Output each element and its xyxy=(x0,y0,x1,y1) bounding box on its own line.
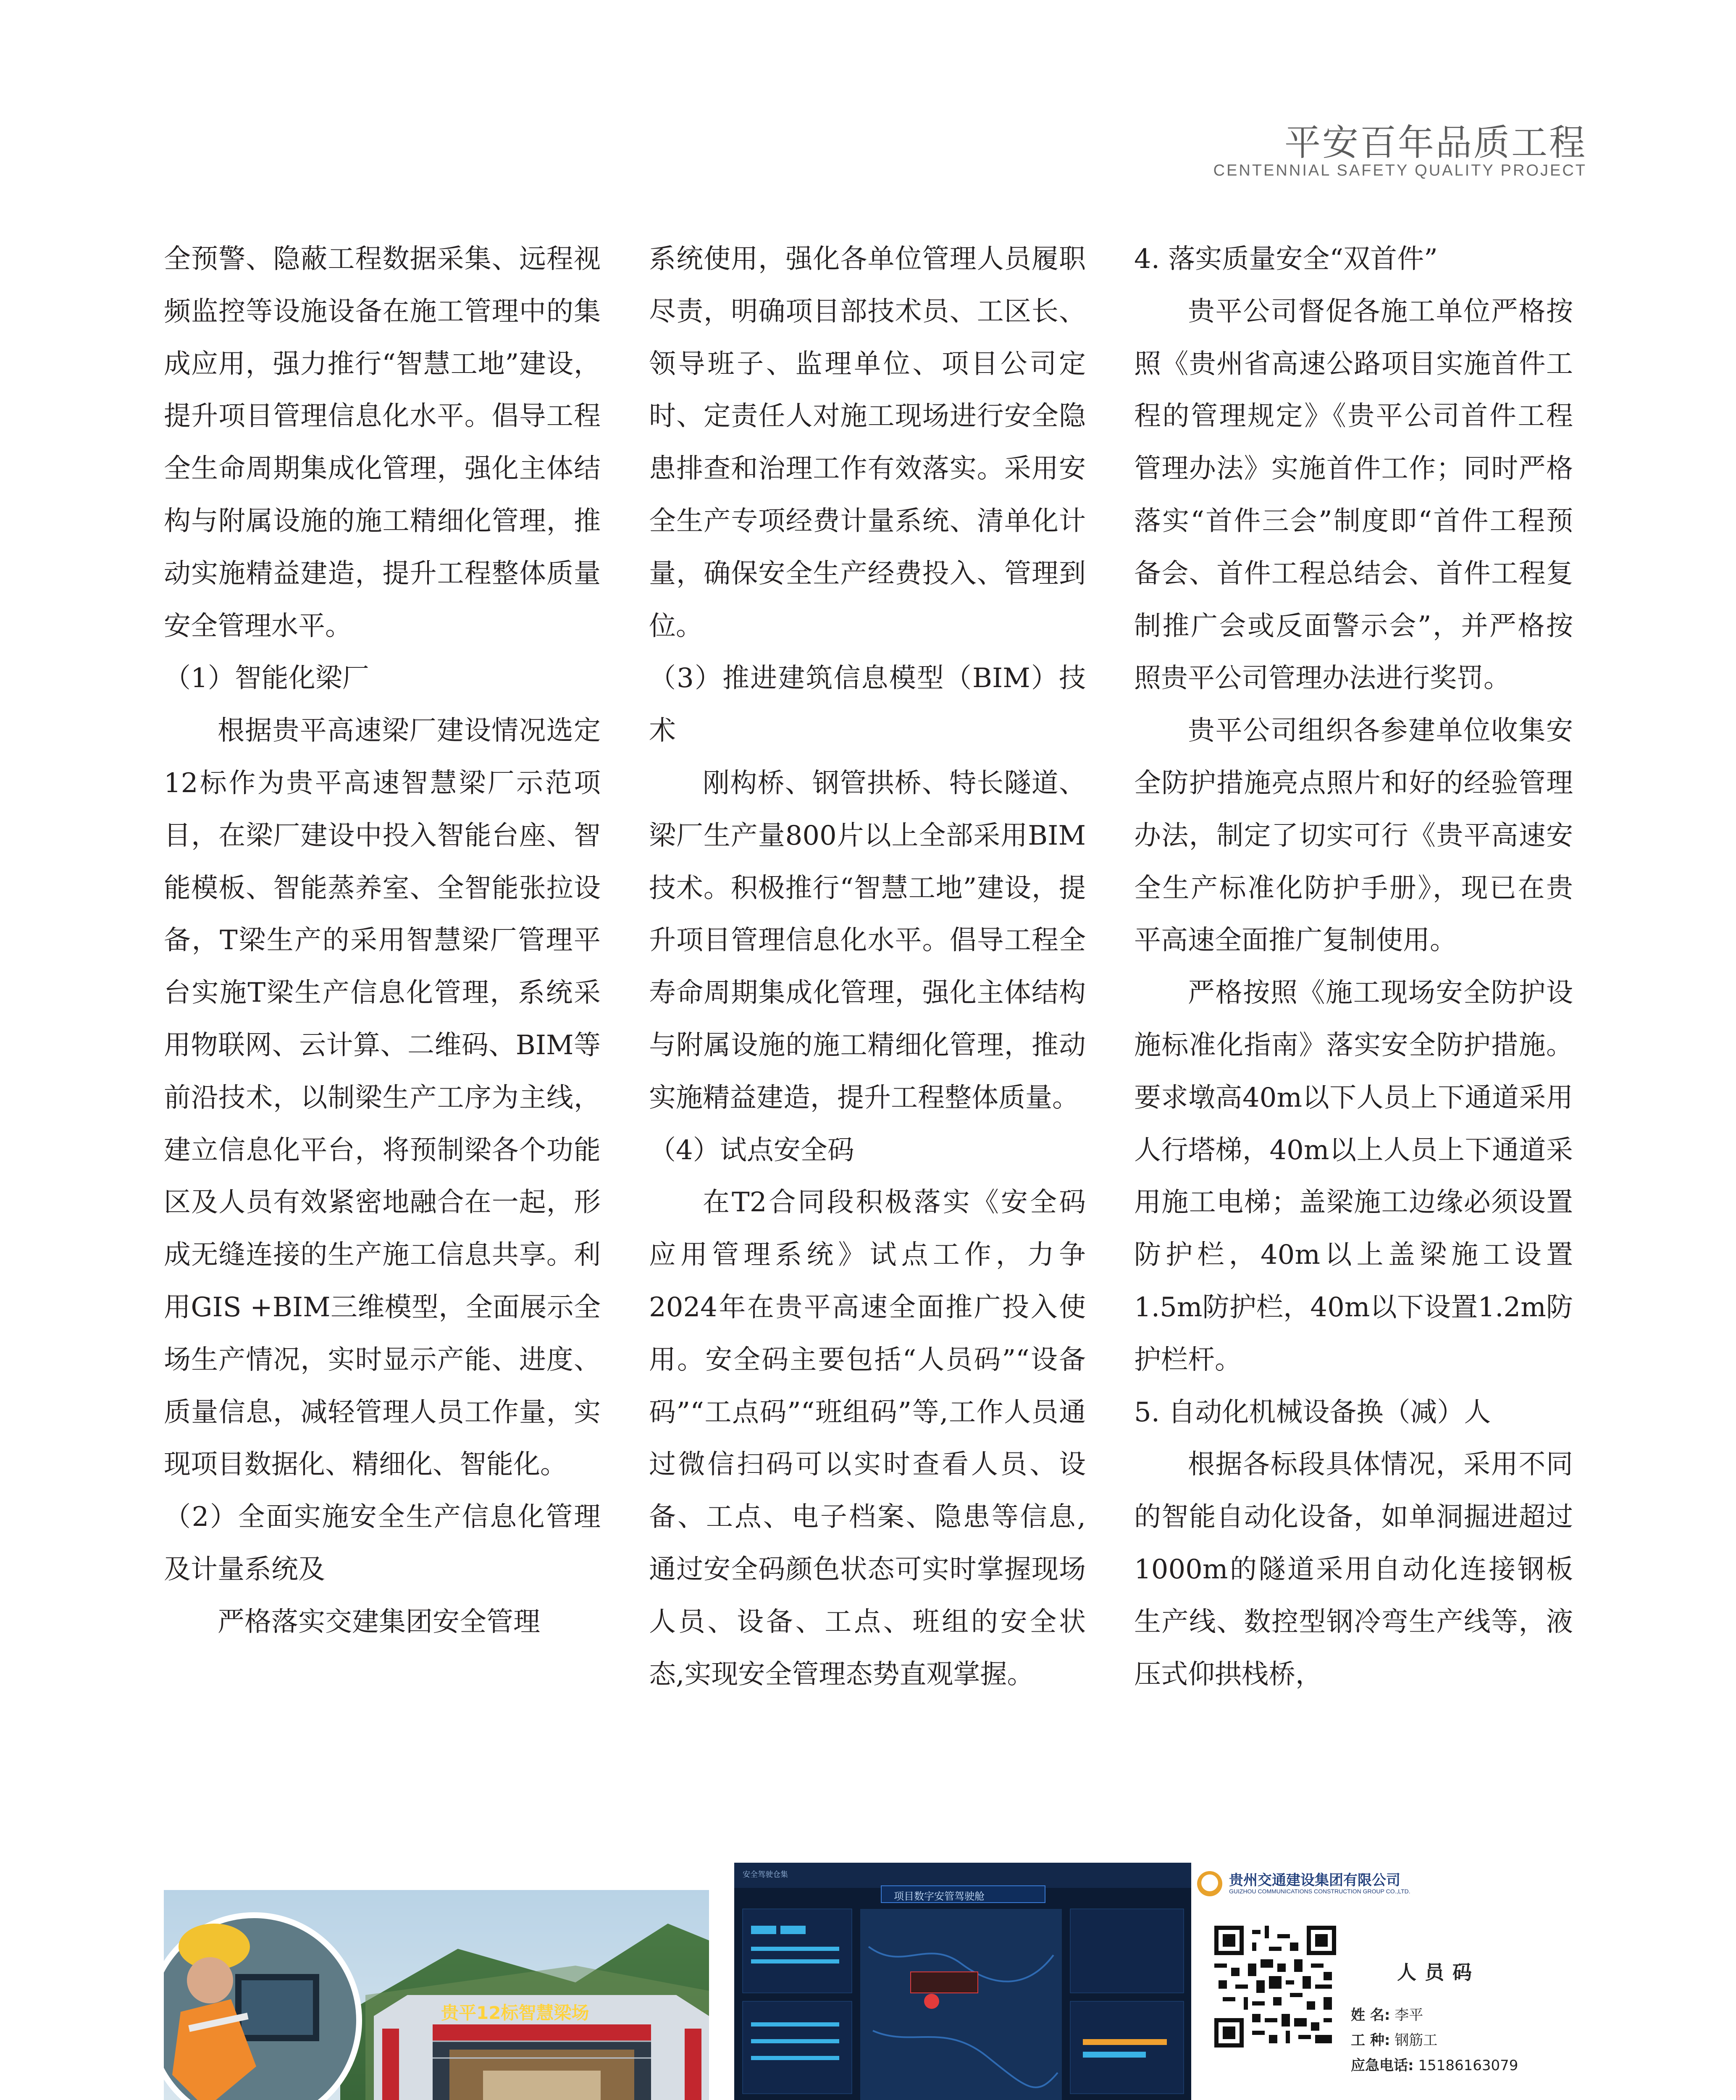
paragraph: 系统使用，强化各单位管理人员履职尽责，明确项目部技术员、工区长、领导班子、监理单位、项目公司定时、定责任人对施工现场进行安全隐患排查和治理工作有效落实。采用安全生产专项经费计量系统、清单化计量，确保安全生产经费投入、管理到位。 xyxy=(649,244,1086,642)
smart-beam-factory-photo xyxy=(164,1890,709,2100)
paragraph: 5. 自动化机械设备换（减）人 xyxy=(1134,1396,1491,1428)
paragraph: 根据各标段具体情况，采用不同的智能自动化设备，如单洞掘进超过1000m的隧道采用自动化连接钢板生产线、数控型钢冷弯生产线等，液压式仰拱栈桥， xyxy=(1134,1449,1573,1690)
card-name-row xyxy=(1351,2003,1423,2024)
paragraph: 刚构桥、钢管拱桥、特长隧道、梁厂生产量800片以上全部采用BIM技术。积极推行“智慧工地”建设，提升项目管理信息化水平。倡导工程全寿命周期集成化管理，强化主体结构与附属设施的施工精细化管理，推动实施精益建造，提升工程整体质量。 xyxy=(649,767,1086,1113)
paragraph: （1）智能化梁厂 xyxy=(164,663,369,694)
card-name-value: 李平 xyxy=(1395,2007,1423,2024)
card-header xyxy=(1191,1863,1572,1909)
personnel-code-card xyxy=(1191,1863,1572,2100)
paragraph: （2）全面实施安全生产信息化管理及计量系统及 xyxy=(164,1502,601,1585)
paragraph: 4. 落实质量安全“双首件” xyxy=(1134,244,1438,275)
running-header-subtitle: CENTENNIAL SAFETY QUALITY PROJECT xyxy=(1213,162,1587,179)
safety-code-photo xyxy=(734,1863,1572,2100)
paragraph: 严格落实交建集团安全管理 xyxy=(218,1606,540,1638)
paragraph: （4）试点安全码 xyxy=(649,1134,854,1166)
card-title: 人员码 xyxy=(1397,1961,1480,1984)
beam-factory-illustration xyxy=(164,1890,709,2100)
card-phone-value: 15186163079 xyxy=(1418,2057,1518,2074)
text-column-3 xyxy=(1134,233,1573,1701)
card-company-name-en: GUIZHOU COMMUNICATIONS CONSTRUCTION GROUP CO.,LTD. xyxy=(1229,1888,1410,1895)
card-job-label: 工 种: xyxy=(1351,2032,1390,2049)
text-column-2 xyxy=(649,233,1086,1701)
paragraph: 贵平公司督促各施工单位严格按照《贵州省高速公路项目实施首件工程的管理规定》《贵平公司首件工程管理办法》实施首件工作；同时严格落实“首件三会”制度即“首件工程预备会、首件工程总结会、首件工程复制推广会或反面警示会”，并严格按照贵平公司管理办法进行奖罚。 xyxy=(1134,296,1573,694)
card-company-name: 贵州交通建设集团有限公司 xyxy=(1229,1872,1400,1889)
card-job-row xyxy=(1351,2029,1437,2049)
card-phone-label: 应急电话: xyxy=(1351,2057,1414,2074)
text-column-1 xyxy=(164,233,601,1648)
qr-code-icon xyxy=(1214,1926,1336,2048)
paragraph: （3）推进建筑信息模型（BIM）技术 xyxy=(649,663,1086,747)
company-logo-inner xyxy=(1201,1874,1218,1891)
paragraph: 贵平公司组织各参建单位收集安全防护措施亮点照片和好的经验管理办法，制定了切实可行《贵平高速安全生产标准化防护手册》，现已在贵平高速全面推广复制使用。 xyxy=(1134,715,1573,956)
paragraph: 根据贵平高速梁厂建设情况选定12标作为贵平高速智慧梁厂示范项目，在梁厂建设中投入智能台座、智能模板、智能蒸养室、全智能张拉设备，T梁生产的采用智慧梁厂管理平台实施T梁生产信息化管理，系统采用物联网、云计算、二维码、BIM等前沿技术，以制梁生产工序为主线，建立信息化平台，将预制梁各个功能区及人员有效紧密地融合在一起，形成无缝连接的生产施工信息共享。利用GIS +BIM三维模型，全面展示全场生产情况，实时显示产能、进度、质量信息，减轻管理人员工作量，实现项目数据化、精细化、智能化。 xyxy=(164,715,601,1480)
beam-factory-banner: 贵平12标智慧梁场 xyxy=(441,2003,589,2023)
dashboard-title: 项目数字安管驾驶舱 xyxy=(894,1890,985,1902)
paragraph: 在T2合同段积极落实《安全码应用管理系统》试点工作，力争2024年在贵平高速全面推广投入使用。安全码主要包括“人员码”“设备码”“工点码”“班组码”等,工作人员通过微信扫码可以实时查看人员、设备、工点、电子档案、隐患等信息,通过安全码颜色状态可实时掌握现场人员、设备、工点、班组的安全状态,实现安全管理态势直观掌握。 xyxy=(649,1187,1086,1690)
card-job-value: 钢筋工 xyxy=(1395,2032,1438,2049)
card-phone-row xyxy=(1351,2054,1518,2074)
paragraph: 全预警、隐蔽工程数据采集、远程视频监控等设施设备在施工管理中的集成应用，强力推行“智慧工地”建设，提升项目管理信息化水平。倡导工程全生命周期集成化管理，强化主体结构与附属设施的施工精细化管理，推动实施精益建造，提升工程整体质量安全管理水平。 xyxy=(164,244,601,642)
card-name-label: 姓 名: xyxy=(1351,2007,1390,2024)
paragraph: 严格按照《施工现场安全防护设施标准化指南》落实安全防护措施。要求墩高40m以下人员上下通道采用人行塔梯，40m以上人员上下通道采用施工电梯；盖梁施工边缘必须设置防护栏，40m以上盖梁施工设置1.5m防护栏，40m以下设置1.2m防护栏杆。 xyxy=(1134,977,1573,1376)
running-header-title: 平安百年品质工程 xyxy=(1284,122,1587,164)
dashboard-tab: 安全驾驶仓集 xyxy=(743,1870,788,1879)
